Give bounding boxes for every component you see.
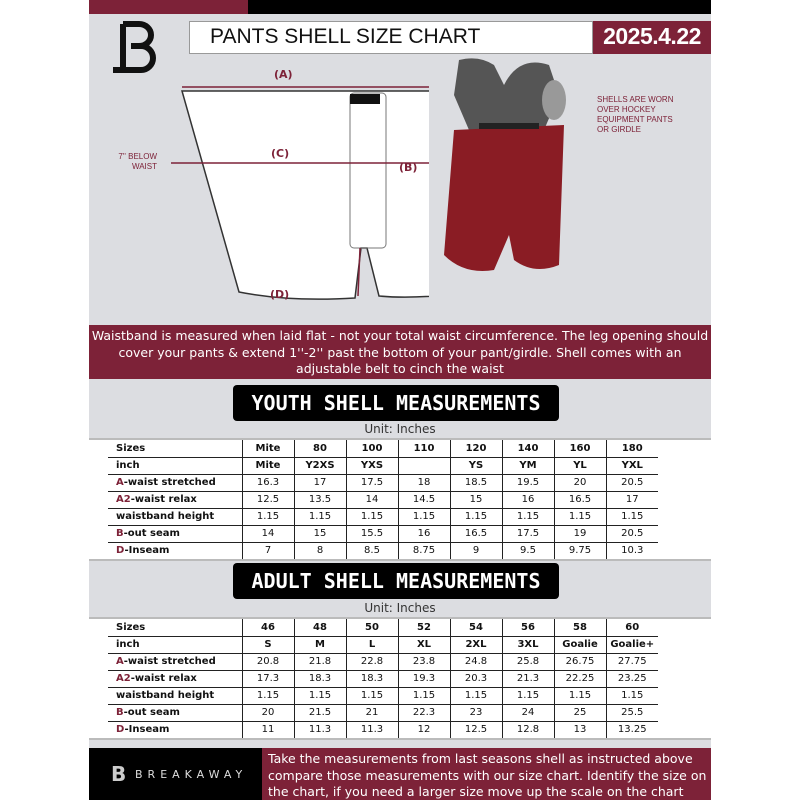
- row-label-prefix: A: [116, 656, 124, 667]
- table-cell: 24.8: [450, 653, 502, 670]
- table-cell: [398, 457, 450, 474]
- table-cell: 56: [502, 619, 554, 636]
- measurement-info-banner: Waistband is measured when laid flat - not your total waist circumference. The leg opening should cover your pants & extend 1''-2'' past the bottom of your pant/girdle. Shell comes with an adjustable belt to cinch the waist: [89, 325, 711, 379]
- table-row: [108, 670, 658, 687]
- table-cell: YXS: [346, 457, 398, 474]
- table-cell: 12: [398, 721, 450, 738]
- table-cell: 19.3: [398, 670, 450, 687]
- row-label: [108, 474, 242, 491]
- row-label-prefix: A2: [116, 494, 131, 505]
- table-cell: 50: [346, 619, 398, 636]
- table-cell: 23.8: [398, 653, 450, 670]
- table-cell: 2XL: [450, 636, 502, 653]
- table-cell: L: [346, 636, 398, 653]
- row-label-text: -waist stretched: [123, 477, 216, 488]
- row-label: [108, 508, 242, 525]
- table-cell: 25: [554, 704, 606, 721]
- row-label: [108, 687, 242, 704]
- table-row: [108, 474, 658, 491]
- table-row: [108, 457, 658, 474]
- table-cell: 17.5: [502, 525, 554, 542]
- table-cell: 60: [606, 619, 658, 636]
- table-cell: 48: [294, 619, 346, 636]
- table-cell: 18: [398, 474, 450, 491]
- table-cell: 7: [242, 542, 294, 559]
- adult-unit: Unit: Inches: [364, 601, 436, 615]
- table-cell: 21.5: [294, 704, 346, 721]
- table-cell: 14: [346, 491, 398, 508]
- table-cell: 1.15: [606, 687, 658, 704]
- table-cell: 1.15: [450, 687, 502, 704]
- table-cell: 58: [554, 619, 606, 636]
- table-cell: 1.15: [294, 687, 346, 704]
- row-label-prefix: B: [116, 528, 124, 539]
- row-label: [108, 670, 242, 687]
- page-title: PANTS SHELL SIZE CHART: [189, 21, 593, 54]
- date-badge: 2025.4.22: [593, 21, 711, 54]
- table-cell: 20.5: [606, 525, 658, 542]
- pants-diagram: [89, 60, 429, 310]
- footer-logo-icon: B: [111, 762, 127, 786]
- label-b: (B): [399, 161, 418, 174]
- table-cell: 13.25: [606, 721, 658, 738]
- row-label-text: waistband height: [116, 690, 215, 701]
- table-cell: 1.15: [242, 687, 294, 704]
- table-cell: 21.8: [294, 653, 346, 670]
- table-cell: 1.15: [294, 508, 346, 525]
- table-cell: 14: [242, 525, 294, 542]
- table-row: [108, 636, 658, 653]
- table-cell: 46: [242, 619, 294, 636]
- table-cell: 9: [450, 542, 502, 559]
- row-label: [108, 457, 242, 474]
- table-cell: 17: [606, 491, 658, 508]
- table-cell: 1.15: [554, 687, 606, 704]
- table-row: [108, 542, 658, 559]
- top-bar-accent: [89, 0, 248, 14]
- row-label-prefix: D: [116, 724, 125, 736]
- table-row: [108, 687, 658, 704]
- row-label: [108, 525, 242, 542]
- adult-size-table: [89, 617, 711, 740]
- label-d: (D): [270, 288, 290, 301]
- footer-instructions: Take the measurements from last seasons shell as instructed above compare those measurements with our size chart. Identify the size on the chart, if you need a larger size move up the scale on the chart: [262, 748, 711, 800]
- table-cell: 8: [294, 542, 346, 559]
- row-label: [108, 636, 242, 653]
- table-cell: 1.15: [346, 687, 398, 704]
- table-cell: 25.8: [502, 653, 554, 670]
- table-cell: Goalie: [554, 636, 606, 653]
- table-cell: YS: [450, 457, 502, 474]
- row-label: [108, 653, 242, 670]
- table-cell: M: [294, 636, 346, 653]
- table-cell: 23.25: [606, 670, 658, 687]
- table-cell: 16: [502, 491, 554, 508]
- label-a: (A): [274, 68, 293, 81]
- table-cell: 1.15: [502, 687, 554, 704]
- table-cell: 9.75: [554, 542, 606, 559]
- table-cell: S: [242, 636, 294, 653]
- table-cell: 1.15: [242, 508, 294, 525]
- table-cell: 13: [554, 721, 606, 738]
- row-label: [108, 440, 242, 457]
- row-label-text: inch: [116, 460, 140, 471]
- table-cell: Mite: [242, 440, 294, 457]
- table-cell: 9.5: [502, 542, 554, 559]
- row-label: [108, 619, 242, 636]
- table-cell: YL: [554, 457, 606, 474]
- table-cell: 20.5: [606, 474, 658, 491]
- table-cell: 15: [450, 491, 502, 508]
- table-cell: 16: [398, 525, 450, 542]
- table-cell: YM: [502, 457, 554, 474]
- table-cell: 1.15: [398, 508, 450, 525]
- row-label-prefix: A: [116, 477, 124, 488]
- table-cell: 100: [346, 440, 398, 457]
- table-cell: 25.5: [606, 704, 658, 721]
- table-cell: 16.3: [242, 474, 294, 491]
- label-c: (C): [271, 147, 290, 160]
- table-cell: 21.3: [502, 670, 554, 687]
- table-cell: 11: [242, 721, 294, 738]
- row-label-text: waistband height: [116, 511, 215, 522]
- footer-brand: [89, 748, 262, 800]
- table-cell: XL: [398, 636, 450, 653]
- youth-size-table: [89, 438, 711, 561]
- table-row: [108, 508, 658, 525]
- table-cell: 140: [502, 440, 554, 457]
- table-cell: 180: [606, 440, 658, 457]
- table-cell: Mite: [242, 457, 294, 474]
- table-cell: Goalie+: [606, 636, 658, 653]
- table-row: [108, 491, 658, 508]
- row-label-text: -waist relax: [130, 673, 197, 684]
- photo-note: SHELLS ARE WORN OVER HOCKEY EQUIPMENT PANTS OR GIRDLE: [597, 95, 674, 134]
- row-label-text: -Inseam: [124, 724, 170, 736]
- youth-section-title: YOUTH SHELL MEASUREMENTS: [233, 385, 559, 421]
- size-chart-page: [89, 0, 711, 800]
- row-label-prefix: B: [116, 707, 124, 718]
- table-cell: 15: [294, 525, 346, 542]
- table-cell: 26.75: [554, 653, 606, 670]
- row-label-text: inch: [116, 639, 140, 650]
- table-cell: 19.5: [502, 474, 554, 491]
- row-label: [108, 542, 242, 559]
- adult-section-title: ADULT SHELL MEASUREMENTS: [233, 563, 559, 599]
- table-cell: 13.5: [294, 491, 346, 508]
- row-label-text: Sizes: [116, 621, 146, 633]
- table-cell: 23: [450, 704, 502, 721]
- table-cell: 22.25: [554, 670, 606, 687]
- brand-name: BREAKAWAY: [135, 768, 248, 781]
- table-cell: 18.5: [450, 474, 502, 491]
- table-cell: 11.3: [346, 721, 398, 738]
- row-label-text: -waist stretched: [123, 656, 216, 667]
- table-cell: 110: [398, 440, 450, 457]
- top-bar: [248, 0, 711, 14]
- youth-unit: Unit: Inches: [364, 422, 436, 436]
- row-label-text: Sizes: [116, 442, 146, 454]
- table-cell: 3XL: [502, 636, 554, 653]
- table-cell: 22.8: [346, 653, 398, 670]
- table-cell: 8.5: [346, 542, 398, 559]
- table-cell: 120: [450, 440, 502, 457]
- table-row: [108, 619, 658, 636]
- table-cell: 22.3: [398, 704, 450, 721]
- table-cell: 20.3: [450, 670, 502, 687]
- row-label: [108, 721, 242, 738]
- table-cell: 12.5: [242, 491, 294, 508]
- table-cell: 1.15: [450, 508, 502, 525]
- row-label-text: -waist relax: [130, 494, 197, 505]
- table-cell: 160: [554, 440, 606, 457]
- row-label-text: -out seam: [123, 707, 180, 718]
- table-cell: 27.75: [606, 653, 658, 670]
- table-cell: 1.15: [346, 508, 398, 525]
- row-label: [108, 491, 242, 508]
- row-label-text: -out seam: [123, 528, 180, 539]
- table-cell: 11.3: [294, 721, 346, 738]
- table-cell: 17.3: [242, 670, 294, 687]
- table-cell: 1.15: [606, 508, 658, 525]
- table-row: [108, 525, 658, 542]
- table-cell: 1.15: [502, 508, 554, 525]
- table-cell: 10.3: [606, 542, 658, 559]
- table-row: [108, 721, 658, 738]
- table-cell: 20: [242, 704, 294, 721]
- c-note: 7'' BELOW WAIST: [118, 152, 157, 171]
- row-label-prefix: A2: [116, 673, 131, 684]
- table-cell: 1.15: [398, 687, 450, 704]
- table-cell: 21: [346, 704, 398, 721]
- table-cell: 20: [554, 474, 606, 491]
- table-cell: Y2XS: [294, 457, 346, 474]
- table-cell: 18.3: [346, 670, 398, 687]
- table-cell: 12.8: [502, 721, 554, 738]
- table-cell: 12.5: [450, 721, 502, 738]
- table-row: [108, 704, 658, 721]
- row-label: [108, 704, 242, 721]
- table-cell: 54: [450, 619, 502, 636]
- table-cell: 14.5: [398, 491, 450, 508]
- table-cell: 52: [398, 619, 450, 636]
- table-cell: 19: [554, 525, 606, 542]
- table-row: [108, 653, 658, 670]
- table-row: [108, 440, 658, 457]
- table-cell: 15.5: [346, 525, 398, 542]
- table-cell: 17: [294, 474, 346, 491]
- table-cell: 8.75: [398, 542, 450, 559]
- table-cell: 24: [502, 704, 554, 721]
- table-cell: 16.5: [554, 491, 606, 508]
- table-cell: 80: [294, 440, 346, 457]
- pants-photo: [439, 55, 589, 280]
- table-cell: 16.5: [450, 525, 502, 542]
- table-cell: 1.15: [554, 508, 606, 525]
- table-cell: 18.3: [294, 670, 346, 687]
- table-cell: 17.5: [346, 474, 398, 491]
- table-cell: YXL: [606, 457, 658, 474]
- row-label-prefix: D: [116, 545, 125, 557]
- table-cell: 20.8: [242, 653, 294, 670]
- row-label-text: -Inseam: [124, 545, 170, 557]
